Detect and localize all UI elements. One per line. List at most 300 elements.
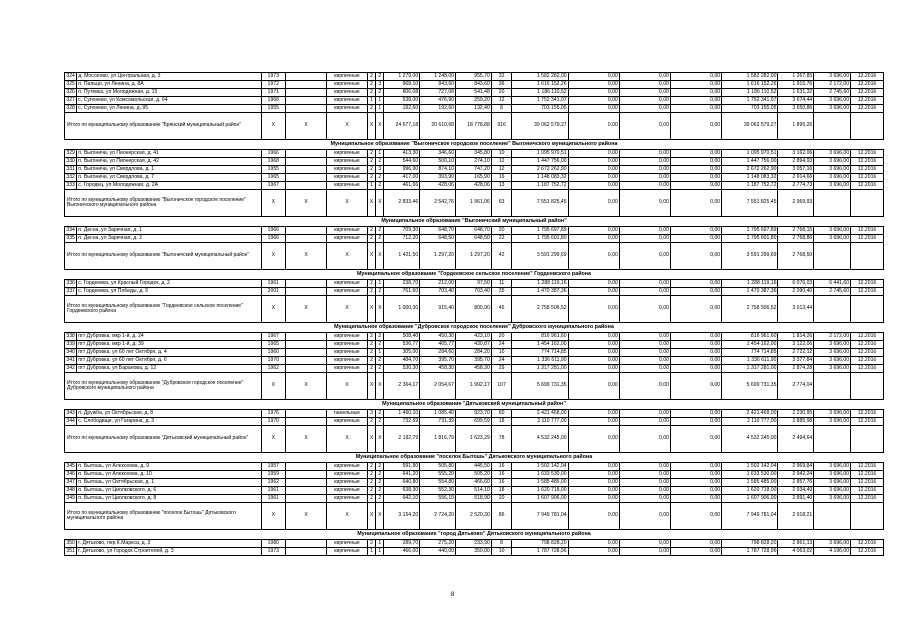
table-cell: г. Дятьково, пер К.Маркса, д. 3: [77, 540, 261, 548]
table-cell: 335: [66, 234, 75, 241]
table-cell: 2: [376, 341, 384, 349]
table-cell: Х: [376, 503, 384, 530]
table-cell: [814, 296, 851, 323]
table-cell: 2: [367, 479, 375, 487]
table-cell: 2 421 468,00: [512, 410, 568, 418]
table-cell: Х: [367, 296, 375, 323]
table-cell: 2: [376, 357, 384, 365]
table-cell: 2 969,93: [778, 190, 814, 217]
table-cell: 7 551 825,45: [512, 190, 568, 217]
table-cell: 0,00: [619, 280, 670, 288]
table-cell: 192,60: [420, 105, 456, 113]
table-cell: 465,77: [420, 341, 456, 349]
table-cell: 284,20: [456, 349, 492, 357]
table-cell: [851, 243, 884, 270]
table-cell: кирпичные: [327, 548, 368, 556]
table-cell: Х: [367, 243, 375, 270]
table-cell: 1 279,00: [384, 73, 420, 81]
table-cell: 703,40: [456, 288, 492, 296]
table-cell: 2: [376, 471, 384, 479]
table-cell: [851, 113, 884, 140]
table-cell: [286, 365, 327, 373]
table-row: [65, 487, 884, 495]
table-cell: 0,00: [568, 81, 619, 89]
table-cell: 2: [376, 487, 384, 495]
table-cell: 350: [66, 539, 75, 546]
table-row: [65, 341, 884, 349]
table-cell: Х: [286, 296, 327, 323]
table-cell: [286, 280, 327, 288]
table-cell: 2: [367, 463, 375, 471]
table-cell: [286, 333, 327, 341]
table-cell: 440,00: [420, 548, 456, 556]
table-cell: [851, 503, 884, 530]
table-cell: 1 895,26: [778, 113, 814, 140]
table-cell: 1972: [261, 81, 286, 89]
table-row: [65, 365, 884, 373]
table-cell: [286, 235, 327, 243]
table-cell: 2: [367, 158, 375, 166]
table-cell: 816 961,60: [722, 333, 778, 341]
table-cell: кирпичные: [327, 158, 368, 166]
table-cell: 3 696,00: [814, 471, 851, 479]
table-row: [65, 280, 884, 288]
table-cell: 0,00: [670, 471, 721, 479]
table-cell: 1 186 110,52: [512, 89, 568, 97]
table-cell: [286, 341, 327, 349]
table-cell: 648,50: [456, 235, 492, 243]
table-cell: 39 062 579,27: [512, 113, 568, 140]
table-cell: 458,30: [420, 365, 456, 373]
table-cell: Х: [261, 190, 286, 217]
table-cell: 46: [491, 296, 511, 323]
table-cell: с. Слободище, ул Гагарина, д. 3: [77, 418, 261, 426]
table-cell: 0,00: [619, 288, 670, 296]
table-cell: 0,00: [568, 89, 619, 97]
table-cell: 344: [66, 417, 75, 424]
table-cell: 2001: [261, 288, 286, 296]
table-cell: 1960: [261, 349, 286, 357]
table-cell: 1 620 718,00: [722, 487, 778, 495]
table-cell: 324: [66, 72, 75, 79]
table-cell: 1976: [261, 410, 286, 418]
table-cell: 3 696,00: [814, 150, 851, 158]
table-cell: [286, 349, 327, 357]
table-cell: 923,70: [456, 410, 492, 418]
table-cell: 1 470 387,36: [722, 288, 778, 296]
table-cell: 39 062 579,27: [722, 113, 778, 140]
table-cell: 3 696,00: [814, 418, 851, 426]
table-cell: 336: [66, 279, 75, 286]
table-cell: 0,00: [670, 97, 721, 105]
table-cell: Х: [286, 113, 327, 140]
table-cell: 0,00: [619, 243, 670, 270]
table-cell: п. Бытошь, ул Алексеева, д. 10: [77, 471, 261, 479]
table-cell: 2: [367, 357, 375, 365]
table-cell: кирпичные: [327, 174, 368, 182]
table-cell: 461,66: [384, 182, 420, 190]
table-cell: 32: [491, 73, 511, 81]
table-cell: 0,00: [568, 487, 619, 495]
table-cell: кирпичные: [327, 150, 368, 158]
table-cell: 2 758 506,52: [512, 296, 568, 323]
table-cell: 709,30: [384, 227, 420, 235]
table-cell: 8: [491, 105, 511, 113]
table-cell: 0,00: [670, 333, 721, 341]
table-cell: 648,70: [420, 227, 456, 235]
table-cell: 341: [66, 356, 75, 363]
table-cell: 0,00: [670, 341, 721, 349]
table-cell: 2 494,64: [778, 426, 814, 453]
table-cell: 305,00: [384, 349, 420, 357]
table-cell: 3 154,20: [384, 503, 420, 530]
table-cell: Х: [286, 190, 327, 217]
table-cell: п. Путевка, ул Молодежная, д. 15: [77, 89, 261, 97]
table-cell: 97,50: [456, 280, 492, 288]
subtotal-label: Итого по муниципальному образованию "Дятьковский муниципальный район": [65, 426, 262, 453]
table-cell: 466,60: [456, 479, 492, 487]
table-cell: кирпичные: [327, 333, 368, 341]
table-cell: 0,00: [619, 463, 670, 471]
table-cell: 0,00: [619, 150, 670, 158]
table-cell: кирпичные: [327, 288, 368, 296]
table-cell: 1: [376, 97, 384, 105]
table-cell: 3 162,06: [778, 150, 814, 158]
table-cell: 1 148 083,32: [722, 174, 778, 182]
table-cell: 1968: [261, 97, 286, 105]
table-cell: 0,00: [670, 479, 721, 487]
table-cell: Х: [376, 373, 384, 400]
table-cell: 329: [66, 149, 75, 156]
table-cell: кирпичные: [327, 487, 368, 495]
table-cell: 12.2016: [851, 89, 884, 97]
table-cell: 0,00: [670, 243, 721, 270]
table-cell: 428,06: [456, 182, 492, 190]
table-cell: пгт Дубровка, ул 60 лет Октября, д. 4: [77, 349, 261, 357]
table-cell: 1 288 119,16: [722, 280, 778, 288]
table-cell: 339: [66, 340, 75, 347]
table-cell: 703,40: [420, 288, 456, 296]
table-cell: п. Бытошь, ул Алексеева, д. 9: [77, 463, 261, 471]
table-cell: 3 122,06: [778, 341, 814, 349]
table-cell: п. Выгоничи, ул Пионерская, д. 42: [77, 158, 261, 166]
table-cell: 915,40: [420, 296, 456, 323]
table-cell: 6 441,60: [814, 280, 851, 288]
table-cell: 874,10: [420, 166, 456, 174]
table-cell: пгт Дубровка, мкр 1-й, д. 24: [77, 333, 261, 341]
table-cell: 0,00: [619, 341, 670, 349]
table-cell: 12.2016: [851, 73, 884, 81]
table-cell: 2: [367, 349, 375, 357]
table-cell: 648,70: [456, 227, 492, 235]
table-cell: 2 192,79: [384, 426, 420, 453]
table-cell: 333: [66, 181, 75, 188]
subtotal-row: [65, 190, 884, 217]
table-cell: 0,00: [619, 418, 670, 426]
section-header: Муниципальное образование "город Дятьково" Дятьковского муниципального района: [357, 530, 591, 537]
table-cell: 0,00: [619, 227, 670, 235]
subtotal-label: Итого по муниципальному образованию "Гордеевское сельское поселение" Гордеевского района: [65, 296, 262, 323]
table-cell: 2: [367, 341, 375, 349]
table-cell: 24 677,18: [384, 113, 420, 140]
table-cell: 1961: [261, 495, 286, 503]
table-cell: 233,90: [456, 540, 492, 548]
table-cell: 2: [376, 73, 384, 81]
table-cell: 0,00: [670, 487, 721, 495]
table-cell: [286, 166, 327, 174]
table-cell: 0,00: [568, 97, 619, 105]
table-cell: 0,00: [568, 373, 619, 400]
table-cell: 1 288 119,16: [512, 280, 568, 288]
table-cell: 476,90: [420, 97, 456, 105]
table-cell: 342: [66, 364, 75, 371]
table-row: [65, 357, 884, 365]
table-cell: 3 696,00: [814, 105, 851, 113]
table-cell: 29: [491, 365, 511, 373]
table-cell: 3 696,00: [814, 341, 851, 349]
table-cell: 0,00: [619, 479, 670, 487]
subtotal-row: [65, 426, 884, 453]
table-cell: 0,00: [619, 495, 670, 503]
table-cell: 2 230,95: [778, 410, 814, 418]
table-cell: [286, 81, 327, 89]
table-cell: 12.2016: [851, 349, 884, 357]
table-cell: 2: [376, 158, 384, 166]
section-header-row: [65, 453, 884, 463]
table-cell: кирпичные: [327, 418, 368, 426]
table-cell: 2: [376, 227, 384, 235]
table-cell: п. Десна, ул Заречная, д. 1: [77, 227, 261, 235]
table-cell: 16: [491, 174, 511, 182]
section-header-row: [65, 270, 884, 280]
table-cell: 1 336 611,90: [512, 357, 568, 365]
table-cell: 3 591 299,69: [722, 243, 778, 270]
table-cell: 2: [376, 418, 384, 426]
table-cell: 3 696,00: [814, 97, 851, 105]
table-cell: 0,00: [670, 280, 721, 288]
table-cell: 3 696,00: [814, 73, 851, 81]
table-cell: 591,80: [384, 463, 420, 471]
table-cell: [286, 288, 327, 296]
table-cell: 0,00: [670, 166, 721, 174]
table-cell: кирпичные: [327, 280, 368, 288]
table-cell: 42: [491, 243, 511, 270]
table-cell: 0,00: [670, 365, 721, 373]
table-cell: 0,00: [568, 158, 619, 166]
table-cell: 0,00: [670, 548, 721, 556]
table-cell: 0,00: [568, 479, 619, 487]
table-cell: 0,00: [568, 190, 619, 217]
table-cell: 3 696,00: [814, 479, 851, 487]
table-cell: 351: [66, 547, 75, 554]
table-cell: 7 949 781,04: [512, 503, 568, 530]
table-cell: [286, 479, 327, 487]
table-cell: п. Дружба, ул Октябрьская, д. 8: [77, 410, 261, 418]
table-cell: кирпичные: [327, 182, 368, 190]
table-cell: 505,80: [420, 463, 456, 471]
table-cell: 259,20: [456, 97, 492, 105]
table-cell: Х: [327, 296, 368, 323]
table-cell: 1962: [261, 479, 286, 487]
table-cell: [851, 190, 884, 217]
table-cell: Х: [261, 373, 286, 400]
table-cell: 20: [491, 227, 511, 235]
table-cell: 350,00: [456, 548, 492, 556]
table-cell: 12.2016: [851, 495, 884, 503]
table-cell: 703 155,05: [512, 105, 568, 113]
table-cell: 2: [367, 540, 375, 548]
table-cell: Х: [286, 243, 327, 270]
table-cell: 3 696,00: [814, 174, 851, 182]
table-cell: 1 992,17: [456, 373, 492, 400]
subtotal-row: [65, 113, 884, 140]
table-cell: с. Супонево, ул Комсомольская, д. 64: [77, 97, 261, 105]
table-cell: 2 894,93: [778, 158, 814, 166]
table-cell: 1 633 530,00: [722, 471, 778, 479]
table-cell: 1 795 697,89: [722, 227, 778, 235]
table-cell: 996,90: [384, 166, 420, 174]
table-cell: [814, 243, 851, 270]
table-cell: [814, 426, 851, 453]
table-cell: 1970: [261, 357, 286, 365]
page-number: 8: [450, 592, 455, 598]
table-row: [65, 333, 884, 341]
table-cell: 0,00: [670, 373, 721, 400]
table-cell: 0,00: [670, 357, 721, 365]
table-cell: 1 421,50: [384, 243, 420, 270]
table-cell: 518,90: [456, 495, 492, 503]
table-cell: 1: [376, 280, 384, 288]
table-cell: 12.2016: [851, 166, 884, 174]
table-cell: кирпичные: [327, 479, 368, 487]
table-cell: 2: [376, 333, 384, 341]
table-cell: Х: [367, 373, 375, 400]
table-cell: 1 454 162,00: [722, 341, 778, 349]
subtotal-label: Итого по муниципальному образованию "Брянский муниципальный район": [65, 113, 262, 140]
table-row: [65, 540, 884, 548]
table-cell: 0,00: [619, 190, 670, 217]
table-cell: 0,00: [568, 296, 619, 323]
table-cell: 2: [367, 89, 375, 97]
table-cell: 2 758 506,52: [722, 296, 778, 323]
section-header: Муниципальное образование "Дятьковский муниципальный район": [382, 400, 566, 407]
table-cell: 508,40: [384, 333, 420, 341]
table-cell: 2: [376, 479, 384, 487]
table-cell: 1: [376, 349, 384, 357]
table-cell: 332: [66, 173, 75, 180]
table-cell: 2: [367, 471, 375, 479]
table-cell: 1 814,26: [778, 333, 814, 341]
table-cell: 1 607 906,00: [722, 495, 778, 503]
table-cell: с. Городец, ул Молодежная, д. 2А: [77, 182, 261, 190]
table-cell: 0,00: [619, 349, 670, 357]
table-cell: 0,00: [568, 357, 619, 365]
section-header-row: [65, 217, 884, 227]
table-cell: 2 421 468,00: [722, 410, 778, 418]
table-cell: 450,30: [420, 333, 456, 341]
table-cell: 430,87: [456, 341, 492, 349]
table-cell: 703 155,05: [722, 105, 778, 113]
table-cell: кирпичные: [327, 365, 368, 373]
table-cell: 1 187 752,72: [722, 182, 778, 190]
table-cell: 1 915,76: [778, 81, 814, 89]
table-cell: 0,00: [670, 463, 721, 471]
table-cell: 12.2016: [851, 174, 884, 182]
subtotal-row: [65, 243, 884, 270]
table-cell: [286, 548, 327, 556]
table-cell: 0,00: [568, 235, 619, 243]
table-cell: [286, 150, 327, 158]
table-cell: 1 787 728,96: [722, 548, 778, 556]
table-cell: 555,20: [420, 471, 456, 479]
table-cell: 13: [491, 182, 511, 190]
table-cell: 458,30: [456, 365, 492, 373]
table-cell: 2: [376, 89, 384, 97]
table-cell: 843,60: [456, 81, 492, 89]
table-cell: 0,00: [670, 349, 721, 357]
table-cell: [814, 373, 851, 400]
table-cell: 284,60: [420, 349, 456, 357]
table-cell: 445,50: [456, 463, 492, 471]
table-cell: 0,00: [619, 89, 670, 97]
table-cell: 60: [491, 410, 511, 418]
table-cell: 12.2016: [851, 235, 884, 243]
table-cell: 1: [367, 548, 375, 556]
table-cell: 0,00: [619, 158, 670, 166]
table-cell: 346: [66, 470, 75, 477]
table-row: [65, 97, 884, 105]
table-cell: 3 591 299,69: [512, 243, 568, 270]
table-row: [65, 89, 884, 97]
table-cell: 0,00: [568, 288, 619, 296]
table-cell: 0,00: [670, 150, 721, 158]
table-cell: 0,00: [568, 540, 619, 548]
table-cell: 20: [491, 495, 511, 503]
table-cell: 3 696,00: [814, 357, 851, 365]
table-cell: 1 000,30: [384, 296, 420, 323]
table-cell: 0,00: [670, 296, 721, 323]
table-cell: 2: [367, 280, 375, 288]
table-cell: 18: [491, 418, 511, 426]
table-cell: п. Пальцо, ул Ленина, д. 8А: [77, 81, 261, 89]
table-cell: 35: [491, 288, 511, 296]
table-cell: [286, 471, 327, 479]
table-cell: 0,00: [568, 548, 619, 556]
table-cell: 699,59: [456, 418, 492, 426]
table-cell: 0,00: [568, 182, 619, 190]
table-cell: 1 752 341,07: [722, 97, 778, 105]
table-cell: 3 696,00: [814, 235, 851, 243]
table-cell: 331: [66, 165, 75, 172]
table-cell: 500,10: [420, 158, 456, 166]
table-cell: Х: [327, 243, 368, 270]
section-header-row: [65, 530, 884, 540]
table-cell: 0,00: [670, 227, 721, 235]
table-cell: [286, 410, 327, 418]
table-cell: 1967: [261, 182, 286, 190]
table-cell: 1 816,79: [420, 426, 456, 453]
table-cell: 1: [376, 540, 384, 548]
table-cell: 541,48: [456, 89, 492, 97]
table-cell: 1 187 752,72: [512, 182, 568, 190]
table-cell: 2: [367, 288, 375, 296]
table-cell: Х: [376, 243, 384, 270]
table-cell: 12.2016: [851, 158, 884, 166]
table-cell: 24: [491, 357, 511, 365]
table-cell: 2: [376, 495, 384, 503]
table-cell: 2 172,00: [814, 333, 851, 341]
table-cell: 18 778,88: [456, 113, 492, 140]
